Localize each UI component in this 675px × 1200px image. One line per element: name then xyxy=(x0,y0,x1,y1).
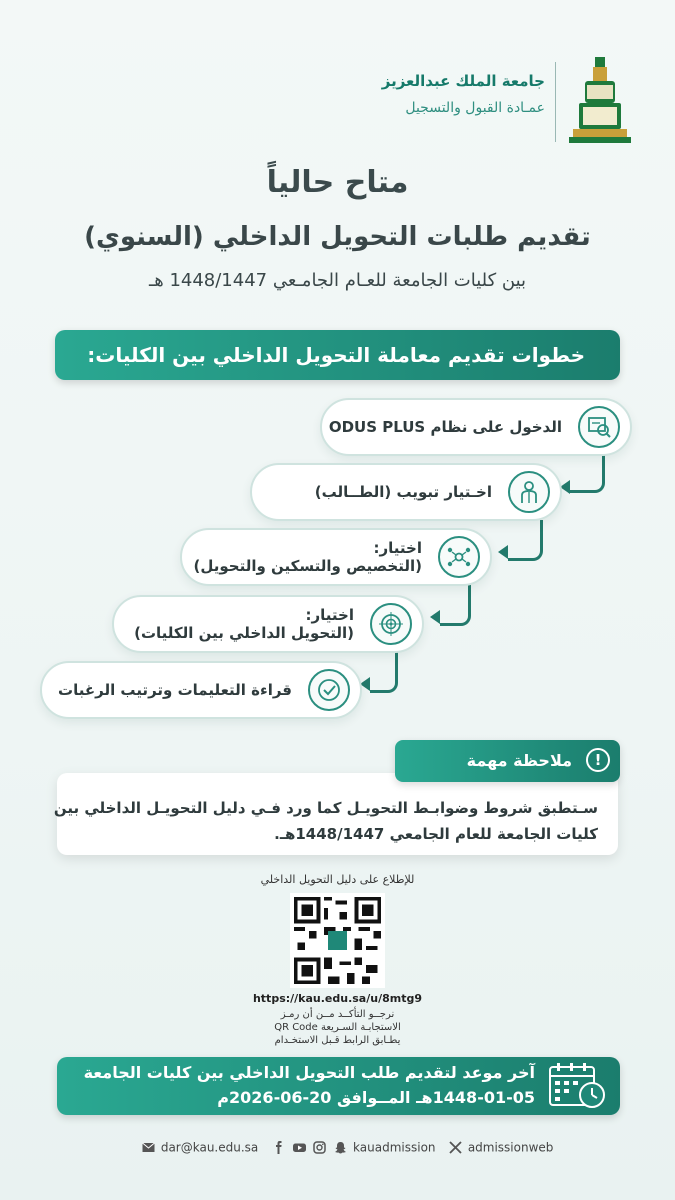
exclamation-icon: ! xyxy=(586,748,610,772)
qr-url[interactable]: https://kau.edu.sa/u/8mtg9 xyxy=(252,992,423,1005)
step-4-text xyxy=(134,597,354,651)
note-label: ملاحظة مهمة xyxy=(466,751,572,770)
step-connector xyxy=(370,652,398,693)
step-3-line1: اختيار: xyxy=(373,539,422,557)
facebook-icon[interactable] xyxy=(272,1141,285,1154)
snapchat-icon[interactable] xyxy=(334,1141,347,1154)
connector-arrow-icon xyxy=(430,610,440,624)
qr-hint-line3: يطـابق الرابط قـبل الاستخـدام xyxy=(274,1035,401,1046)
x-icon[interactable] xyxy=(449,1141,462,1154)
login-screen-icon xyxy=(578,406,620,448)
step-2-line1: اخـتيار تبويب (الطــالب) xyxy=(314,483,492,501)
footer xyxy=(140,1140,554,1160)
target-icon xyxy=(370,603,412,645)
deanship-name: عمـادة القبول والتسجيل xyxy=(405,100,545,116)
note-box xyxy=(53,773,618,855)
step-2-text xyxy=(315,465,492,519)
step-1-text xyxy=(329,400,562,454)
qr-hint-line2: الاستجابـة السـريعة QR Code xyxy=(274,1022,401,1033)
step-4-line1: اختيار: xyxy=(305,606,354,624)
footer-handle-1[interactable]: kauadmission xyxy=(353,1140,436,1155)
step-1 xyxy=(320,398,632,456)
steps-banner: خطوات تقديم معاملة التحويل الداخلي بين الكليات: xyxy=(55,330,620,380)
step-connector xyxy=(440,585,471,626)
deadline-line-1: آخر موعد لتقديم طلب التحويل الداخلي بين كليات الجامعة xyxy=(83,1063,535,1082)
step-connector xyxy=(508,520,543,561)
university-name: جامعة الملك عبدالعزيز xyxy=(381,72,545,90)
step-3-text xyxy=(193,530,422,584)
footer-handle-2[interactable]: admissionweb xyxy=(467,1140,554,1155)
qr-code[interactable] xyxy=(290,893,385,988)
available-now-heading: متاح حالياً xyxy=(266,165,409,200)
deadline-banner xyxy=(57,1057,620,1115)
step-3 xyxy=(180,528,492,586)
step-5 xyxy=(40,661,362,719)
qr-hint-line1: نرجــو التأكــد مــن أن رمـز xyxy=(280,1009,395,1020)
page-title: تقديم طلبات التحويل الداخلي (السنوي) xyxy=(84,222,591,252)
distribution-icon xyxy=(438,536,480,578)
note-badge xyxy=(395,740,620,782)
step-4-line2: (التحويل الداخلي بين الكليات) xyxy=(134,624,354,642)
student-icon xyxy=(508,471,550,513)
step-2 xyxy=(250,463,562,521)
instagram-icon[interactable] xyxy=(313,1141,326,1154)
university-logo xyxy=(565,55,635,147)
step-3-line2: (التخصيص والتسكين والتحويل) xyxy=(193,557,422,575)
qr-caption: للإطلاع على دليل التحويل الداخلي xyxy=(260,873,415,886)
footer-email[interactable]: dar@kau.edu.sa xyxy=(160,1140,259,1155)
note-line-2: كليات الجامعة للعام الجامعي 1448/1447هـ. xyxy=(274,825,598,843)
step-5-text xyxy=(58,663,292,717)
deadline-line-2: 1448-01-05هـ المــوافق 20-06-2026م xyxy=(217,1088,535,1107)
check-circle-icon xyxy=(308,669,350,711)
step-5-line1: قراءة التعليمات وترتيب الرغبات xyxy=(58,681,292,699)
calendar-clock-icon xyxy=(546,1061,612,1111)
youtube-icon[interactable] xyxy=(293,1141,306,1154)
step-1-line1: الدخول على نظام ODUS PLUS xyxy=(328,418,562,436)
page-subtitle: بين كليات الجامعة للعـام الجامـعي 1448/1447 هـ xyxy=(148,270,527,291)
qr-hint xyxy=(0,1008,675,1047)
connector-arrow-icon xyxy=(498,545,508,559)
email-icon xyxy=(142,1141,155,1154)
note-line-1: سـتطبق شروط وضوابـط التحويـل كما ورد فـي دليل التحويـل الداخلي بين xyxy=(53,799,598,817)
header-divider xyxy=(555,62,556,142)
step-4 xyxy=(112,595,424,653)
